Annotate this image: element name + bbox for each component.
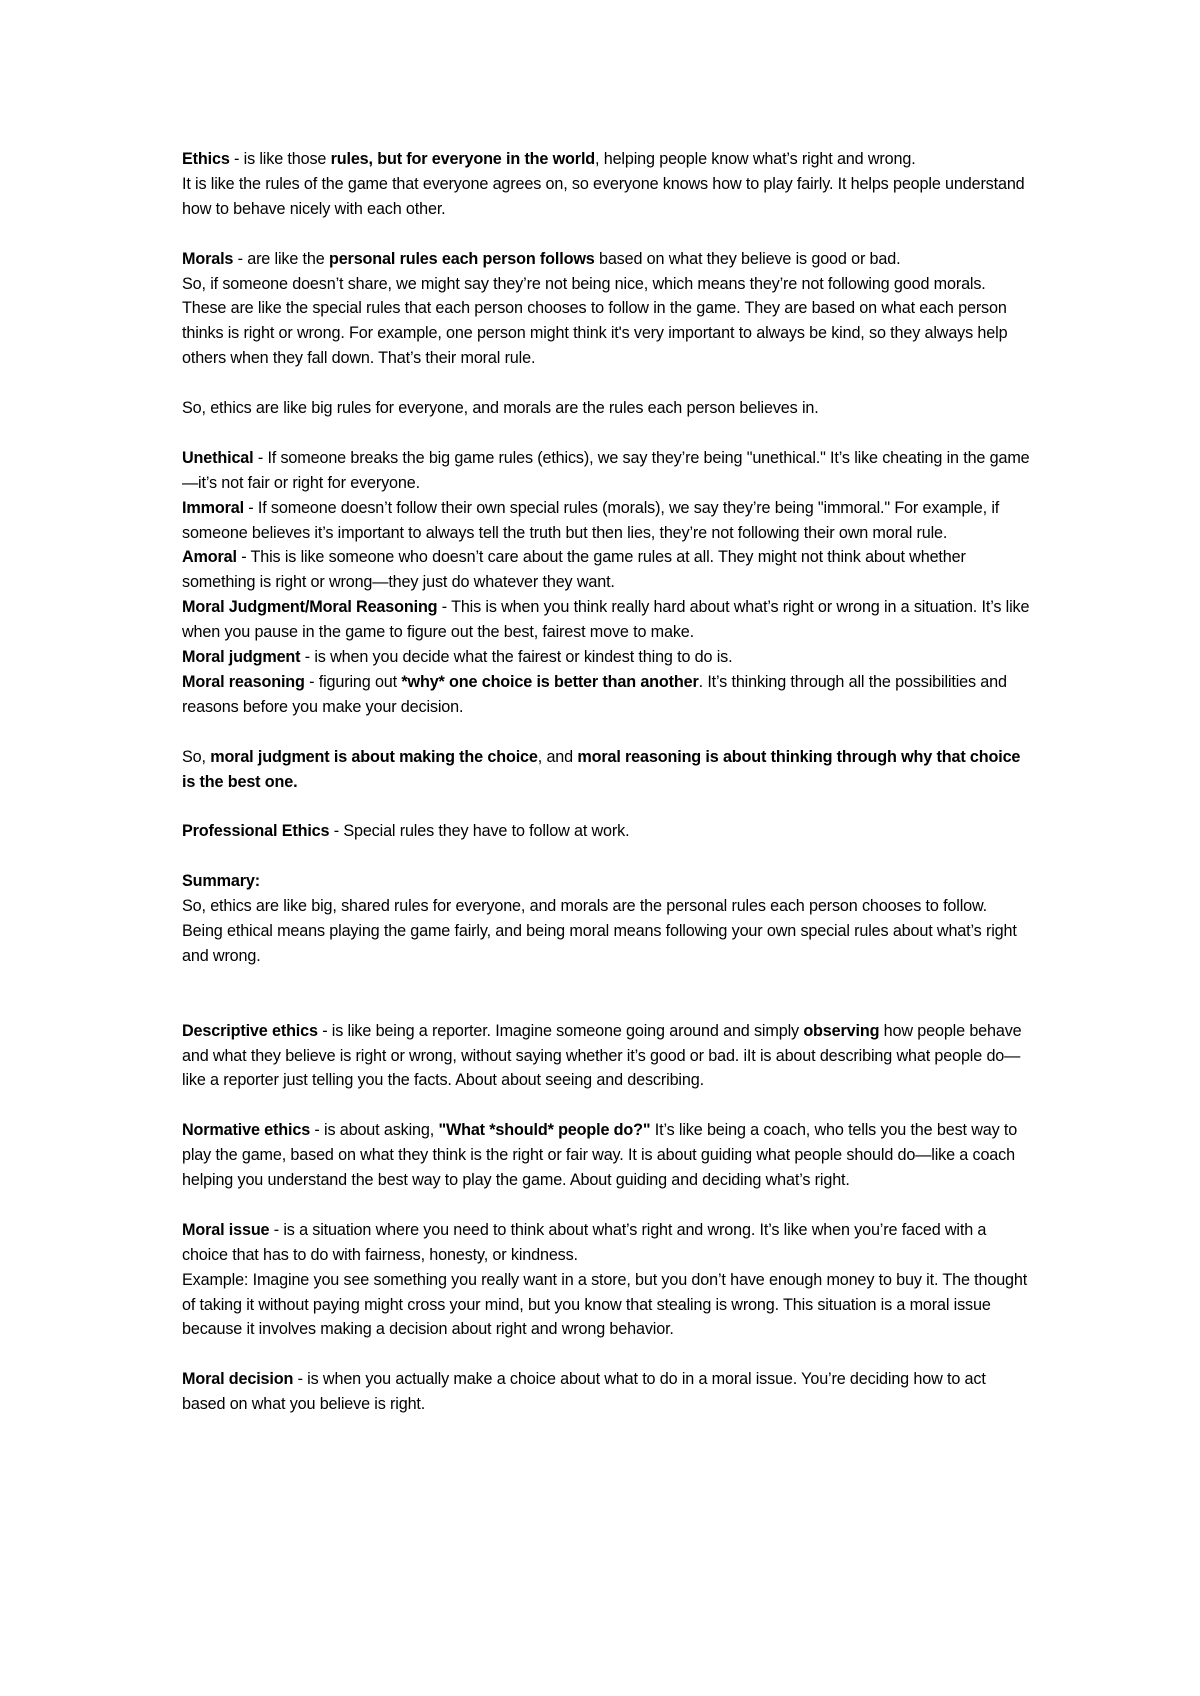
text: - This is when you think really hard about what’s right or wrong in a situation. It’s like when you pause in the game to figure out the best, fairest move to make. — [182, 598, 1030, 642]
paragraph-spacer — [182, 1093, 1030, 1118]
paragraph-spacer — [182, 1193, 1030, 1218]
term-normative-ethics: Normative ethics — [182, 1121, 311, 1140]
term-descriptive-ethics: Descriptive ethics — [182, 1021, 318, 1040]
summary-text: So, ethics are like big, shared rules for everyone, and morals are the personal rules each person chooses to follow. Being ethical means playing the game fairly, and being moral means following your own special rules about what’s right and wrong. — [182, 897, 1017, 965]
term-moral-decision: Moral decision — [182, 1370, 294, 1389]
normative-ethics-definition — [182, 1118, 1030, 1193]
moral-judgment-reasoning-definition — [182, 595, 1030, 645]
document-body — [182, 147, 1030, 1417]
text: . It’s thinking through all the possibilities and reasons before you make your decision. — [182, 672, 1007, 716]
term-moral-issue: Moral issue — [182, 1220, 270, 1239]
text: - are like the — [233, 249, 329, 268]
moral-decision-definition — [182, 1367, 1030, 1417]
emphasis: rules, but for everyone in the world — [330, 150, 596, 168]
text: based on what they believe is good or bad. — [594, 249, 901, 268]
ethics-definition — [182, 147, 1030, 172]
term-moral-reasoning: Moral reasoning — [182, 672, 305, 691]
paragraph-spacer — [182, 371, 1030, 396]
emphasis: observing — [803, 1021, 880, 1040]
text: - is a situation where you need to think about what’s right and wrong. It’s like when you’re faced with a choice that has to do with fairness, honesty, or kindness. — [182, 1220, 987, 1264]
paragraph-spacer — [182, 844, 1030, 869]
ethics-explanation: It is like the rules of the game that everyone agrees on, so everyone knows how to play fairly. It helps people understand how to behave nicely with each other. — [182, 174, 1025, 218]
morals-explanation: So, if someone doesn’t share, we might say they’re not being nice, which means they’re not following good morals. These are like the special rules that each person chooses to follow in the game. They are based on what each person thinks is right or wrong. For example, one person might think it's very important to always be kind, so they always help others when they fall down. That’s their moral rule. — [182, 274, 1008, 368]
text: - This is like someone who doesn’t care about the game rules at all. They might not think about whether something is right or wrong—they just do whatever they want. — [182, 548, 966, 592]
emphasis: moral judgment is about making the choice — [210, 747, 538, 766]
term-amoral: Amoral — [182, 548, 237, 567]
paragraph-spacer — [182, 1342, 1030, 1367]
emphasis: personal rules each person follows — [328, 249, 595, 268]
text: - is about asking, — [310, 1121, 439, 1140]
ethics-vs-morals: So, ethics are like big rules for everyone, and morals are the rules each person believes in. — [182, 399, 819, 418]
professional-ethics-definition — [182, 819, 1030, 844]
text: So, — [182, 747, 211, 766]
text: , helping people know what’s right and wrong. — [595, 150, 916, 168]
paragraph-spacer — [182, 222, 1030, 247]
term-professional-ethics: Professional Ethics — [182, 822, 330, 841]
paragraph-spacer — [182, 969, 1030, 1019]
term-immoral: Immoral — [182, 498, 244, 517]
emphasis: "What *should* people do?" — [438, 1121, 651, 1140]
moral-issue-definition — [182, 1218, 1030, 1268]
text: - is like those — [229, 150, 331, 168]
unethical-definition — [182, 446, 1030, 496]
term-ethics: Ethics — [182, 150, 230, 168]
paragraph-spacer — [182, 421, 1030, 446]
term-moral-judgment: Moral judgment — [182, 648, 301, 667]
text: - is when you decide what the fairest or kindest thing to do is. — [300, 648, 733, 667]
term-unethical: Unethical — [182, 448, 254, 467]
text: - If someone doesn’t follow their own special rules (morals), we say they’re being "immoral." For example, if someone believes it’s important to always tell the truth but then lies, they’re not following their own moral rule. — [182, 498, 1000, 542]
text: - figuring out — [304, 672, 402, 691]
text: - Special rules they have to follow at work. — [329, 822, 630, 841]
paragraph-spacer — [182, 795, 1030, 820]
immoral-definition — [182, 496, 1030, 546]
descriptive-ethics-definition — [182, 1019, 1030, 1094]
text: - is like being a reporter. Imagine someone going around and simply — [317, 1021, 804, 1040]
emphasis: moral reasoning is about thinking through why that choice is the best one. — [182, 747, 1021, 791]
text: It’s like being a coach, who tells you the best way to play the game, based on what they think is the right or fair way. It is about guiding what people should do—like a coach helping you understand the best way to play the game. About guiding and deciding what’s right. — [182, 1121, 1018, 1190]
text: how people behave and what they believe is right or wrong, without saying whether it’s good or bad. iIt is about describing what people do—like a reporter just telling you the facts. About about seeing and describing. — [182, 1021, 1022, 1090]
moral-judgment-definition — [182, 645, 1030, 670]
heading: Summary: — [182, 872, 260, 891]
moral-reasoning-definition — [182, 670, 1030, 720]
paragraph-spacer — [182, 720, 1030, 745]
text: , and — [537, 747, 578, 766]
term-moral-judgment-reasoning: Moral Judgment/Moral Reasoning — [182, 598, 438, 617]
judgment-reasoning-summary — [182, 745, 1030, 795]
moral-issue-example: Example: Imagine you see something you really want in a store, but you don’t have enough money to buy it. The thought of taking it without paying might cross your mind, but you know that stealing is wrong. This situation is a moral issue because it involves making a decision about right and wrong behavior. — [182, 1270, 1028, 1339]
summary-heading — [182, 869, 1030, 894]
morals-definition — [182, 247, 1030, 272]
term-morals: Morals — [182, 249, 234, 268]
emphasis: *why* one choice is better than another — [401, 672, 699, 691]
amoral-definition — [182, 545, 1030, 595]
text: - If someone breaks the big game rules (ethics), we say they’re being "unethical." It’s like cheating in the game—it’s not fair or right for everyone. — [182, 448, 1030, 492]
text: - is when you actually make a choice about what to do in a moral issue. You’re deciding how to act based on what you believe is right. — [182, 1370, 986, 1414]
